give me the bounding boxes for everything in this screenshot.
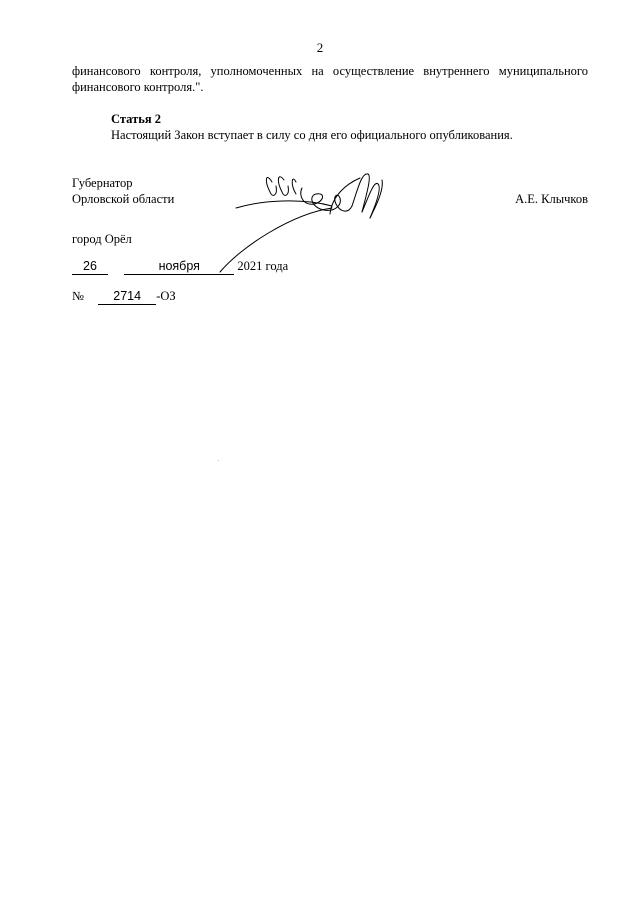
page-number: 2 (316, 40, 324, 55)
date-year: 2021 года (237, 259, 289, 273)
governor-title: Губернатор (72, 176, 133, 190)
number-suffix: -ОЗ (156, 289, 176, 303)
number-sign: № (72, 289, 84, 303)
governor-name: А.Е. Клычков (515, 192, 588, 206)
paragraph-line: финансового контроля, уполномоченных на осуществление внутреннего муниципального (72, 64, 588, 78)
paragraph-line: финансового контроля.". (72, 80, 204, 94)
scan-speck (218, 460, 219, 461)
signature-icon (212, 166, 402, 274)
city-label: город Орёл (72, 232, 132, 246)
article-heading: Статья 2 (111, 112, 161, 126)
date-month: ноября (124, 260, 234, 275)
number-row (72, 289, 176, 305)
date-row (72, 259, 288, 275)
date-day: 26 (72, 260, 108, 275)
law-number: 2714 (98, 290, 156, 305)
governor-region: Орловской области (72, 192, 175, 206)
article-text: Настоящий Закон вступает в силу со дня его официального опубликования. (111, 128, 513, 142)
